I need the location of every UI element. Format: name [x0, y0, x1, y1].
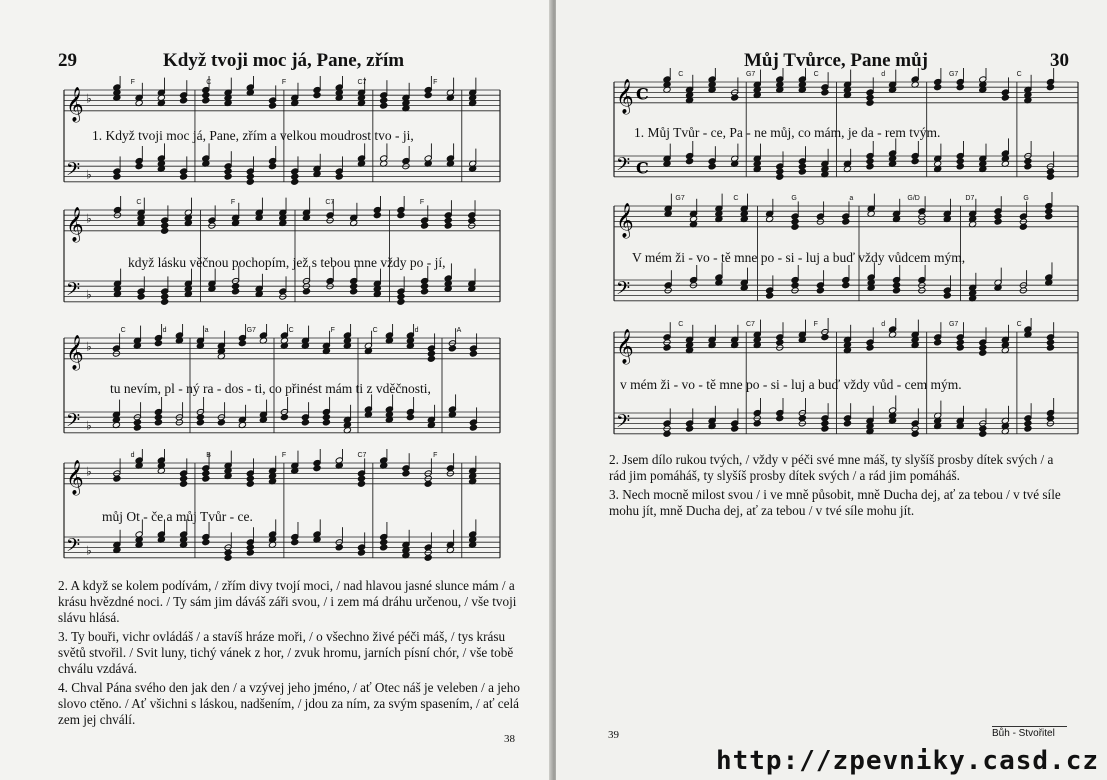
chord-symbol: F [230, 199, 236, 206]
chord-symbol: D7 [965, 195, 975, 202]
svg-text:𝄞: 𝄞 [66, 459, 84, 495]
svg-text:𝄢: 𝄢 [66, 159, 81, 185]
svg-text:𝄞: 𝄞 [66, 86, 84, 122]
footer-section: Bůh - Stvořitel [992, 726, 1067, 739]
chord-symbol: C [1016, 321, 1022, 328]
chord-symbol: G/D [907, 195, 920, 202]
chord-symbol: F [281, 452, 287, 459]
chord-symbol: C [1016, 71, 1022, 78]
chord-symbol: d [881, 321, 886, 328]
chord-symbol: C [372, 327, 378, 334]
svg-text:♭: ♭ [86, 287, 92, 302]
chord-symbol: C [678, 71, 684, 78]
song-number: 30 [1050, 50, 1069, 71]
chord-symbol: F [433, 79, 438, 86]
lyric-line-1: 1. Můj Tvůr - ce, Pa - ne můj, co mám, je da - rem tvým. [634, 125, 941, 140]
chord-symbol: d [130, 452, 135, 459]
chord-symbol: F [130, 79, 135, 86]
song-title: Můj Tvůrce, Pane můj [744, 50, 929, 71]
svg-text:𝄢: 𝄢 [66, 410, 81, 436]
watermark-url: http://zpevniky.casd.cz [715, 746, 1099, 776]
left-page [0, 0, 552, 780]
verse-3: 3. Nech mocně milost svou / i ve mně působit, mně Ducha dej, ať za tebou / v tvé síle mohu jít, mně Ducha dej, ať za tebou / v tvé síle mohu jít. [609, 487, 1061, 518]
chord-symbol: C7 [745, 321, 755, 328]
song-number: 29 [58, 50, 77, 71]
chord-symbol: G7 [745, 71, 756, 78]
chord-symbol: F [330, 327, 335, 334]
svg-text:𝄢: 𝄢 [616, 411, 631, 437]
music-system-2 [56, 196, 502, 311]
chord-symbol: F [433, 452, 438, 459]
chord-symbol: G7 [948, 321, 959, 328]
chord-symbol: a [204, 327, 209, 334]
svg-text:𝄢: 𝄢 [66, 535, 81, 561]
lyric-line-1: 1. Když tvoji moc já, Pane, zřím a velkou moudrost tvo - ji, [92, 128, 414, 143]
lyric-line-3: tu nevím, pl - ný ra - dos - ti, co přinést mám ti z vděčnosti, [110, 381, 431, 396]
svg-text:𝄞: 𝄞 [66, 334, 84, 370]
svg-text:𝄞: 𝄞 [616, 202, 634, 238]
lyric-line-2: V mém ži - vo - tě mne po - si - luj a buď vždy vůdcem mým, [632, 250, 966, 265]
chord-symbol: C [813, 71, 819, 78]
svg-text:𝄢: 𝄢 [66, 279, 81, 305]
chord-symbol: C [206, 79, 212, 86]
chord-symbol: B [206, 452, 211, 459]
chord-symbol: C [678, 321, 684, 328]
song-title: Když tvoji moc já, Pane, zřím [163, 50, 405, 71]
svg-text:♭: ♭ [86, 543, 92, 558]
verse-4: 4. Chval Pána svého den jak den / a vzývej jeho jméno, / ať Otec náš je veleben / a jeho slovo ctěno. / Ať všichni s láskou, nadšením, / jdou za ním, za svým spasením, / ať celá zem jej chválí. [58, 680, 520, 727]
verses [609, 452, 1067, 522]
svg-text:𝄢: 𝄢 [616, 154, 631, 180]
svg-text:♭: ♭ [86, 418, 92, 433]
chord-symbol: G7 [948, 71, 959, 78]
footer-page-number: 39 [608, 729, 619, 741]
chord-symbol: F [419, 199, 425, 206]
music-system-4 [56, 449, 502, 567]
verses [58, 578, 520, 731]
verse-3: 3. Ty bouři, vichr ovládáš / a stavíš hráze moři, / o všechno živé péči máš, / tys krásu světů stvořil. / Svit luny, tichý vánek z hor, / zvuk hromu, jarních písní chór, / vše tobě chválu vzdává. [58, 629, 514, 676]
svg-text:𝄞: 𝄞 [66, 206, 84, 242]
chord-symbol: C7 [357, 452, 367, 459]
lyric-line-4: můj Ot - če a můj Tvůr - ce. [102, 509, 253, 524]
chord-symbol: d [414, 327, 419, 334]
svg-text:𝄢: 𝄢 [616, 278, 631, 304]
svg-text:𝄞: 𝄞 [616, 328, 634, 364]
chord-symbol: G7 [246, 327, 256, 334]
chord-symbol: C [120, 327, 126, 334]
chord-symbol: d [881, 71, 886, 78]
chord-symbol: A [456, 327, 462, 334]
chord-symbol: F [813, 321, 818, 328]
chord-symbol: C [288, 327, 294, 334]
chord-symbol: C7 [325, 199, 335, 206]
svg-text:𝄞: 𝄞 [616, 78, 634, 114]
lyric-line-3: v mém ži - vo - tě mne po - si - luj a buď vždy vůd - cem mým. [620, 377, 962, 392]
svg-text:♭: ♭ [86, 91, 92, 106]
svg-text:C: C [636, 158, 649, 178]
right-page [556, 0, 1107, 780]
chord-symbol: C [136, 199, 142, 206]
footer-page-number: 38 [504, 733, 515, 745]
chord-symbol: a [849, 195, 854, 202]
verse-2: 2. Jsem dílo rukou tvých, / vždy v péči své mne máš, ty slyšíš prosby dítek svých / a rád jim pomáháš, ty slyšíš prosby dítek svých / a rád jim pomáháš. [609, 452, 1054, 483]
svg-text:♭: ♭ [86, 211, 92, 226]
chord-symbol: C [733, 195, 739, 202]
svg-text:♭: ♭ [86, 167, 92, 182]
lyric-line-2: když lásku věčnou pochopím, jež s tebou mne vždy po - jí, [128, 255, 446, 270]
svg-text:♭: ♭ [86, 464, 92, 479]
chord-symbol: d [162, 327, 167, 334]
verse-2: 2. A když se kolem podívám, / zřím divy tvojí moci, / nad hlavou jasné slunce mám / a krásu hvězdné noci. / Ty sám jim dáváš záři svou, / i zem má dráhu určenou, / vše tvoji slávu hlásá. [58, 578, 517, 625]
chord-symbol: G7 [675, 195, 685, 202]
svg-text:♭: ♭ [86, 339, 92, 354]
chord-symbol: F [281, 79, 287, 86]
svg-text:C: C [636, 84, 649, 104]
chord-symbol: G [791, 195, 797, 202]
chord-symbol: C7 [357, 79, 367, 86]
chord-symbol: G [1023, 195, 1029, 202]
